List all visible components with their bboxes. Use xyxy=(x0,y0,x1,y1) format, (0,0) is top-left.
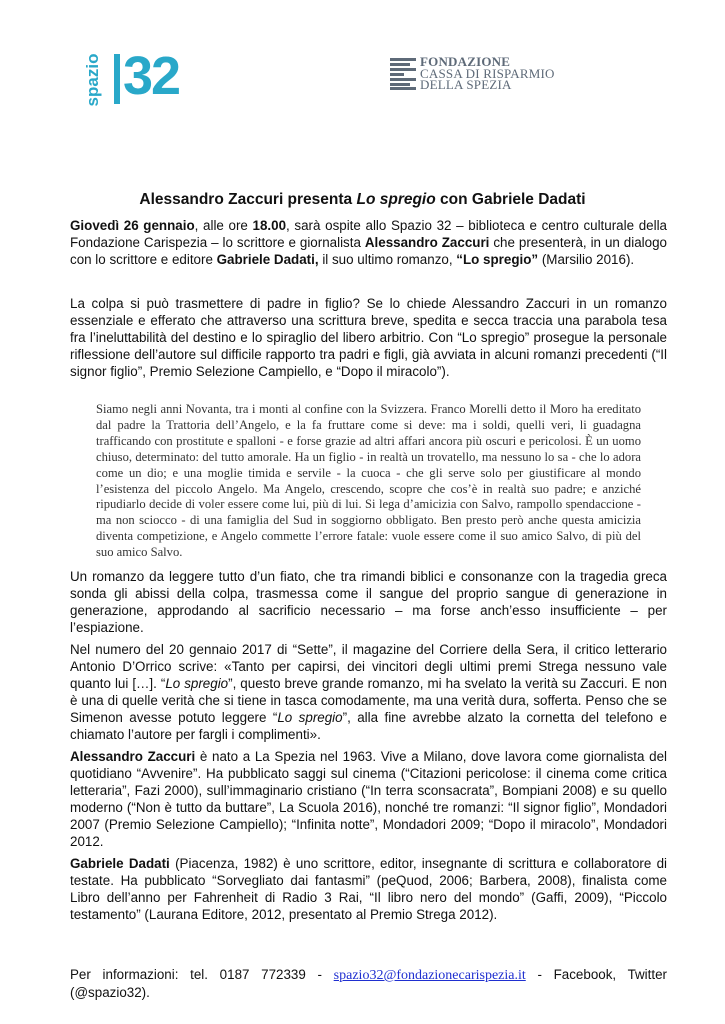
fondazione-logo xyxy=(390,56,630,92)
fondazione-logo-line2: CASSA DI RISPARMIO xyxy=(420,65,555,81)
description-paragraph: Un romanzo da leggere tutto d’un fiato, che tra rimandi biblici e consonanze con la tragedia greca sonda gli abissi della colpa, trasmessa come il sangue del proprio sangue di generazione in generazione, approdando al sacrificio necessario – ma forse anch’esso insufficiente – per l’espiazione. xyxy=(70,569,667,635)
contact-footer: Per informazioni: tel. 0187 772339 - spazio32@fondazionecarispezia.it - Facebook, Twitter (@spazio32). xyxy=(70,967,667,1000)
spazio-logo-bar xyxy=(114,54,120,104)
review-paragraph: Nel numero del 20 gennaio 2017 di “Sette”, il magazine del Corriere della Sera, il critico letterario Antonio D’Orrico scrive: «Tanto per capirsi, dei vincitori degli ultimi premi Strega nessuno vale quanto lui […]. “Lo spregio”, questo breve grande romanzo, mi ha svelato la verità su Zaccuri. E non è una di quelle verità che si tiene in tasca comodamente, ma una verità dura, sofferta. Penso che se Simenon avesse potuto leggere “Lo spregio”, alla fine avrebbe alzato la cornetta del telefono e chiamato l’autore per fargli i complimenti». xyxy=(70,642,667,742)
intro-paragraph: Giovedì 26 gennaio, alle ore 18.00, sarà ospite allo Spazio 32 – biblioteca e centro culturale della Fondazione Carispezia – lo scrittore e giornalista Alessandro Zaccuri che presenterà, in un dialogo con lo scrittore e editore Gabriele Dadati, il suo ultimo romanzo, “Lo spregio” (Marsilio 2016). xyxy=(70,218,667,267)
spazio32-logo xyxy=(78,48,198,112)
page-title: Alessandro Zaccuri presenta Lo spregio con Gabriele Dadati xyxy=(139,191,586,208)
spazio-logo-number: 32 xyxy=(123,46,180,106)
synopsis-paragraph: La colpa si può trasmettere di padre in figlio? Se lo chiede Alessandro Zaccuri in un romanzo essenziale e efferato che attraverso una scrittura breve, spedita e secca traccia una parabola tesa fra l’ineluttabilità del destino e lo spiraglio del libero arbitrio. Con “Lo spregio” prosegue la personale riflessione dell’autore sul difficile rapporto tra padri e figli, già avviata in alcuni romanzi precedenti (“Il signor figlio”, Premio Selezione Campiello, e “Dopo il miracolo”). xyxy=(70,296,667,379)
guest-bio-paragraph: Gabriele Dadati (Piacenza, 1982) è uno scrittore, editor, insegnante di scrittura e collaboratore di testate. Ha pubblicato “Sorvegliato dai fantasmi” (peQuod, 2006; Barbera, 2008), finalista come Libro dell’anno per Fahrenheit di Radio 3 Rai, “Il libro nero del mondo” (Gaffi, 2009), “Piccolo testamento” (Laurana Editore, 2012, presentato al Premio Strega 2012). xyxy=(70,856,667,922)
fondazione-logo-line3: DELLA SPEZIA xyxy=(420,77,512,92)
spazio-logo-word: spazio xyxy=(83,53,102,107)
book-excerpt-quote: Siamo negli anni Novanta, tra i monti al confine con la Svizzera. Franco Morelli detto il Moro ha ereditato dal padre la Trattoria dell’Angelo, e la fa fruttare come si deve: ma i soldi, quelli veri, li guadagna trafficando con prostitute e spalloni - e forse grazie ad altri affari ancora più oscuri e pericolosi. È un uomo chiuso, determinato: del tutto amorale. Ha un figlio - in realtà un trovatello, ma nessuno lo sa - che lo adora come un dio; e una moglie timida e servile - la cuoca - che gli serve solo per giustificare al mondo l’esistenza del piccolo Angelo. Ma Angelo, crescendo, scopre che cos’è in realtà suo padre; e anziché ripudiarlo decide di voler essere come lui, più di lui. Si lega d’amicizia con Salvo, rampollo spendaccione - ma non sciocco - di una famiglia del Sud in soggiorno obbligato. Ben presto però anche questa amicizia diventa competizione, e Angelo commette l’errore fatale: vuole essere come il suo amico Salvo, di più del suo amico Salvo. xyxy=(96,402,641,560)
fondazione-logo-line1: FONDAZIONE xyxy=(420,54,511,69)
email-link[interactable]: spazio32@fondazionecarispezia.it xyxy=(333,968,526,983)
author-bio-paragraph: Alessandro Zaccuri è nato a La Spezia nel 1963. Vive a Milano, dove lavora come giornalista del quotidiano “Avvenire”. Ha pubblicato saggi sul cinema (“Citazioni pericolose: il cinema come critica letteraria”, Fazi 2000), sull’immaginario cristiano (“In terra sconsacrata”, Bompiani 2008) e su quello moderno (“Non è tutto da buttare”, La Scuola 2016), nonché tre romanzi: “Il signor figlio”, Mondadori 2007 (Premio Selezione Campiello); “Infinita notte”, Mondadori 2009; “Dopo il miracolo”, Mondadori 2012. xyxy=(70,749,667,849)
fondazione-mark-icon xyxy=(390,58,416,90)
